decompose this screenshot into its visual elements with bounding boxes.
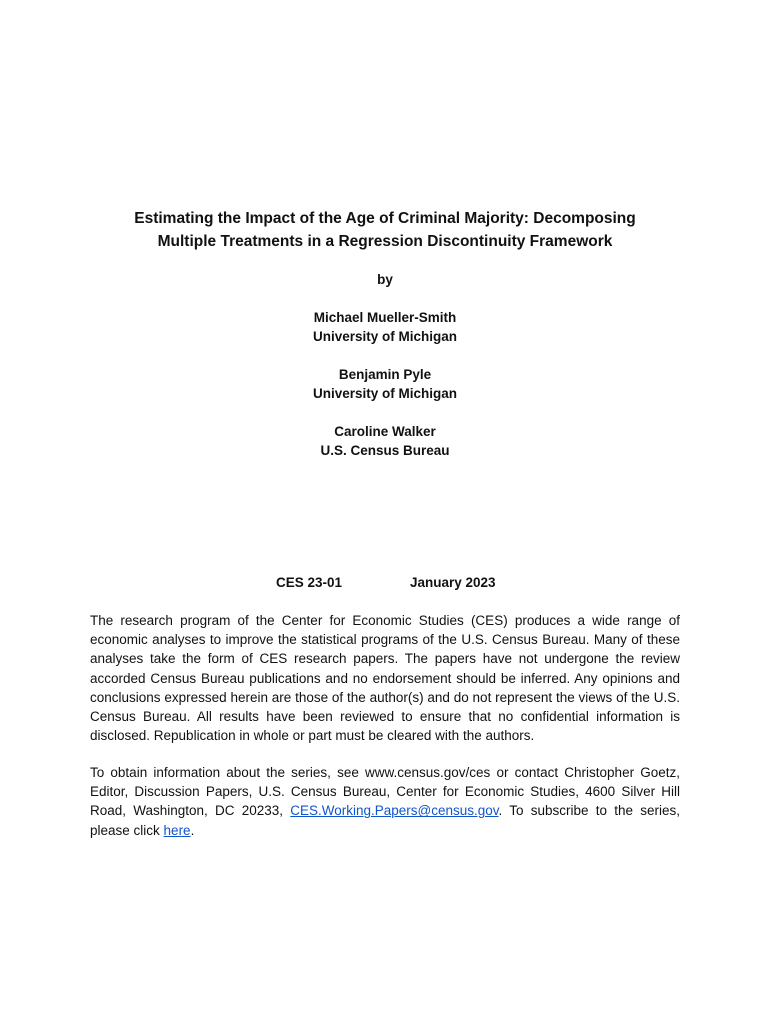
contact-paragraph — [90, 763, 680, 840]
series-number: CES 23-01 — [276, 575, 343, 590]
paper-title-line-2: Multiple Treatments in a Regression Discontinuity Framework — [157, 233, 613, 250]
author-affiliation: University of Michigan — [312, 329, 458, 344]
contact-text-after: . — [190, 822, 195, 838]
contact-text-before: To obtain information about the series, see www.census.gov/ces or contact Christopher Goetz, Editor, Discussion Papers, U.S. Census Bureau, Center for Economic Studies, 4600 Silver Hill Road, Washington, DC 20233, — [90, 765, 680, 819]
author-block — [0, 365, 770, 403]
by-label: by — [377, 272, 393, 287]
subscribe-here-link[interactable]: here — [163, 822, 191, 838]
author-name: Benjamin Pyle — [338, 367, 432, 382]
publication-date: January 2023 — [410, 575, 496, 590]
email-link[interactable]: CES.Working.Papers@census.gov — [290, 803, 499, 819]
author-affiliation: University of Michigan — [312, 386, 458, 401]
paper-title-line-1: Estimating the Impact of the Age of Criminal Majority: Decomposing — [134, 210, 636, 227]
paper-title — [0, 207, 770, 253]
author-name: Caroline Walker — [334, 424, 436, 439]
author-block — [0, 422, 770, 460]
author-name: Michael Mueller-Smith — [313, 310, 457, 325]
author-block — [0, 308, 770, 346]
disclaimer-paragraph: The research program of the Center for Economic Studies (CES) produces a wide range of economic analyses to improve the statistical programs of the U.S. Census Bureau. Many of these analyses take the form of CES research papers. The papers have not undergone the review accorded Census Bureau publications and no endorsement should be inferred. Any opinions and conclusions expressed herein are those of the author(s) and do not represent the views of the U.S. Census Bureau. All results have been reviewed to ensure that no confidential information is disclosed. Republication in whole or part must be cleared with the authors. — [90, 613, 680, 744]
author-affiliation: U.S. Census Bureau — [320, 443, 450, 458]
contact-text-middle: . To subscribe to the series, please click — [90, 803, 680, 838]
